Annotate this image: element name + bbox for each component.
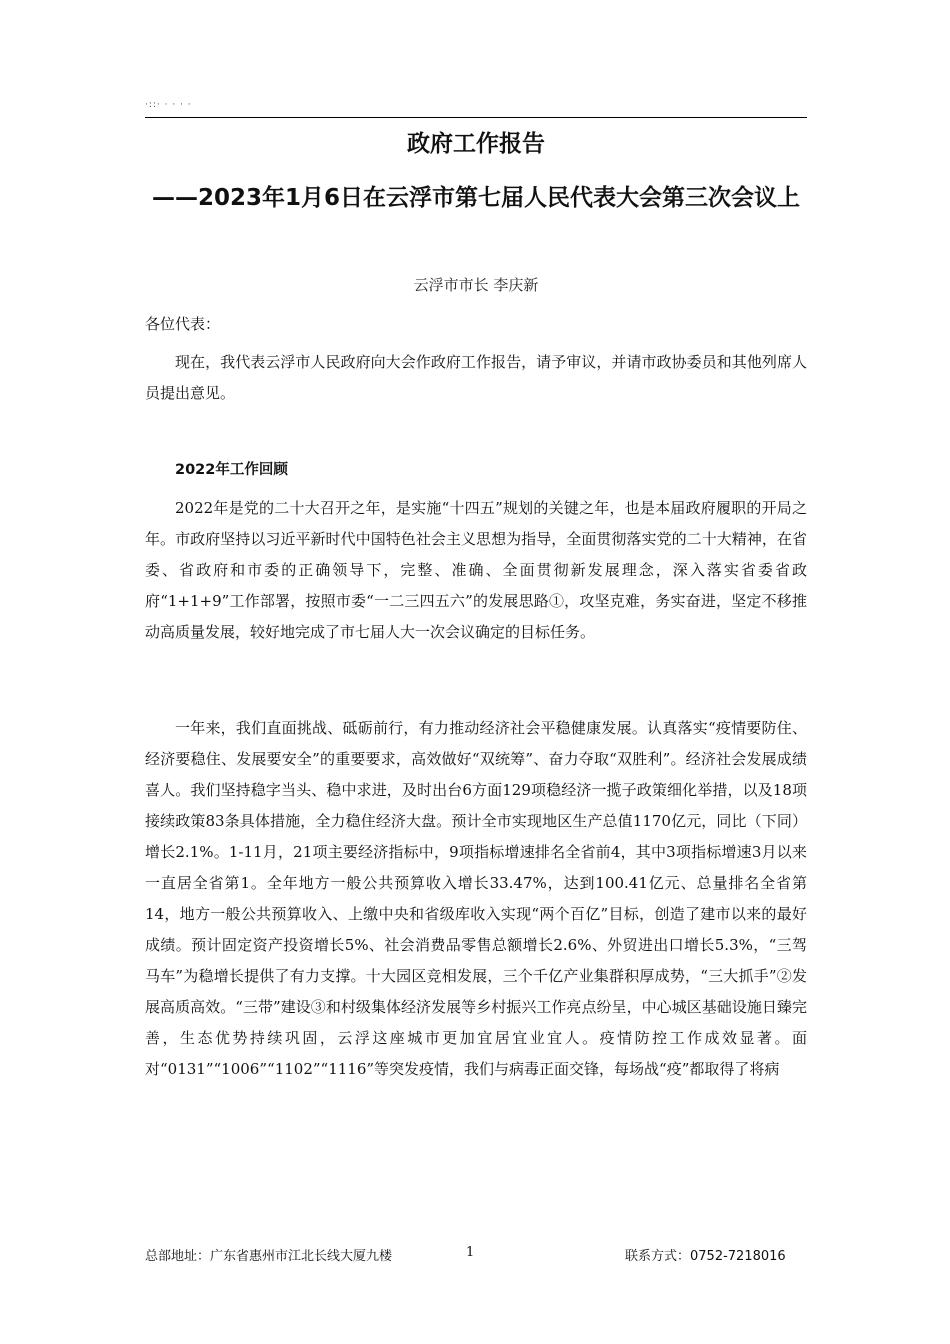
intro-paragraph: 现在，我代表云浮市人民政府向大会作政府工作报告，请予审议，并请市政协委员和其他列席人员提出意见。: [145, 353, 807, 402]
footer-address: 总部地址：广东省惠州市江北长线大厦九楼: [145, 1249, 393, 1264]
body-paragraph: 2022年是党的二十大召开之年，是实施“十四五”规划的关键之年，也是本届政府履职的开局之年。市政府坚持以习近平新时代中国特色社会主义思想为指导，全面贯彻落实党的二十大精神，在省委、省政府和市委的正确领导下，完整、准确、全面贯彻新发展理念，深入落实省委省政府“1+1+9”工作部署，按照市委“一二三四五六”的发展思路①，攻坚克难，务实奋进，坚定不移推动高质量发展，较好地完成了市七届人大一次会议确定的目标任务。: [145, 499, 807, 641]
document-author: 云浮市市长 李庆新: [413, 276, 539, 294]
section-heading: 2022年工作回顾: [175, 462, 288, 478]
header-divider: [145, 117, 807, 118]
footer-contact: 联系方式：0752-7218016: [625, 1249, 786, 1264]
body-paragraph: 一年来，我们直面挑战、砥砺前行，有力推动经济社会平稳健康发展。认真落实“疫情要防住、经济要稳住、发展要安全”的重要要求，高效做好“双统筹”、奋力夺取“双胜利”。经济社会发展成绩喜人。我们坚持稳字当头、稳中求进，及时出台6方面129项稳经济一揽子政策细化举措，以及18项接续政策83条具体措施，全力稳住经济大盘。预计全市实现地区生产总值1170亿元，同比（下同）增长2.1%。1-11月，21项主要经济指标中，9项指标增速排名全省前4，其中3项指标增速3月以来一直居全省第1。全年地方一般公共预算收入增长33.47%，达到100.41亿元、总量排名全省第14，地方一般公共预算收入、上缴中央和省级库收入实现“两个百亿”目标，创造了建市以来的最好成绩。预计固定资产投资增长5%、社会消费品零售总额增长2.6%、外贸进出口增长5.3%，“三驾马车”为稳增长提供了有力支撑。十大园区竞相发展，三个千亿产业集群积厚成势，“三大抓手”②发展高质高效。“三带”建设③和村级集体经济发展等乡村振兴工作亮点纷呈，中心城区基础设施日臻完善，生态优势持续巩固，云浮这座城市更加宜居宜业宜人。疫情防控工作成效显著。面对“0131”“1006”“1102”“1116”等突发疫情，我们与病毒正面交锋，每场战“疫”都取得了将病: [145, 719, 807, 1078]
document-subtitle: ——2023年1月6日在云浮市第七届人民代表大会第三次会议上: [151, 185, 801, 211]
document-title: 政府工作报告: [407, 131, 545, 157]
salutation: 各位代表：: [145, 315, 221, 333]
header-mark: ·::· · · · ·: [145, 100, 192, 110]
page-number: 1: [466, 1245, 475, 1260]
